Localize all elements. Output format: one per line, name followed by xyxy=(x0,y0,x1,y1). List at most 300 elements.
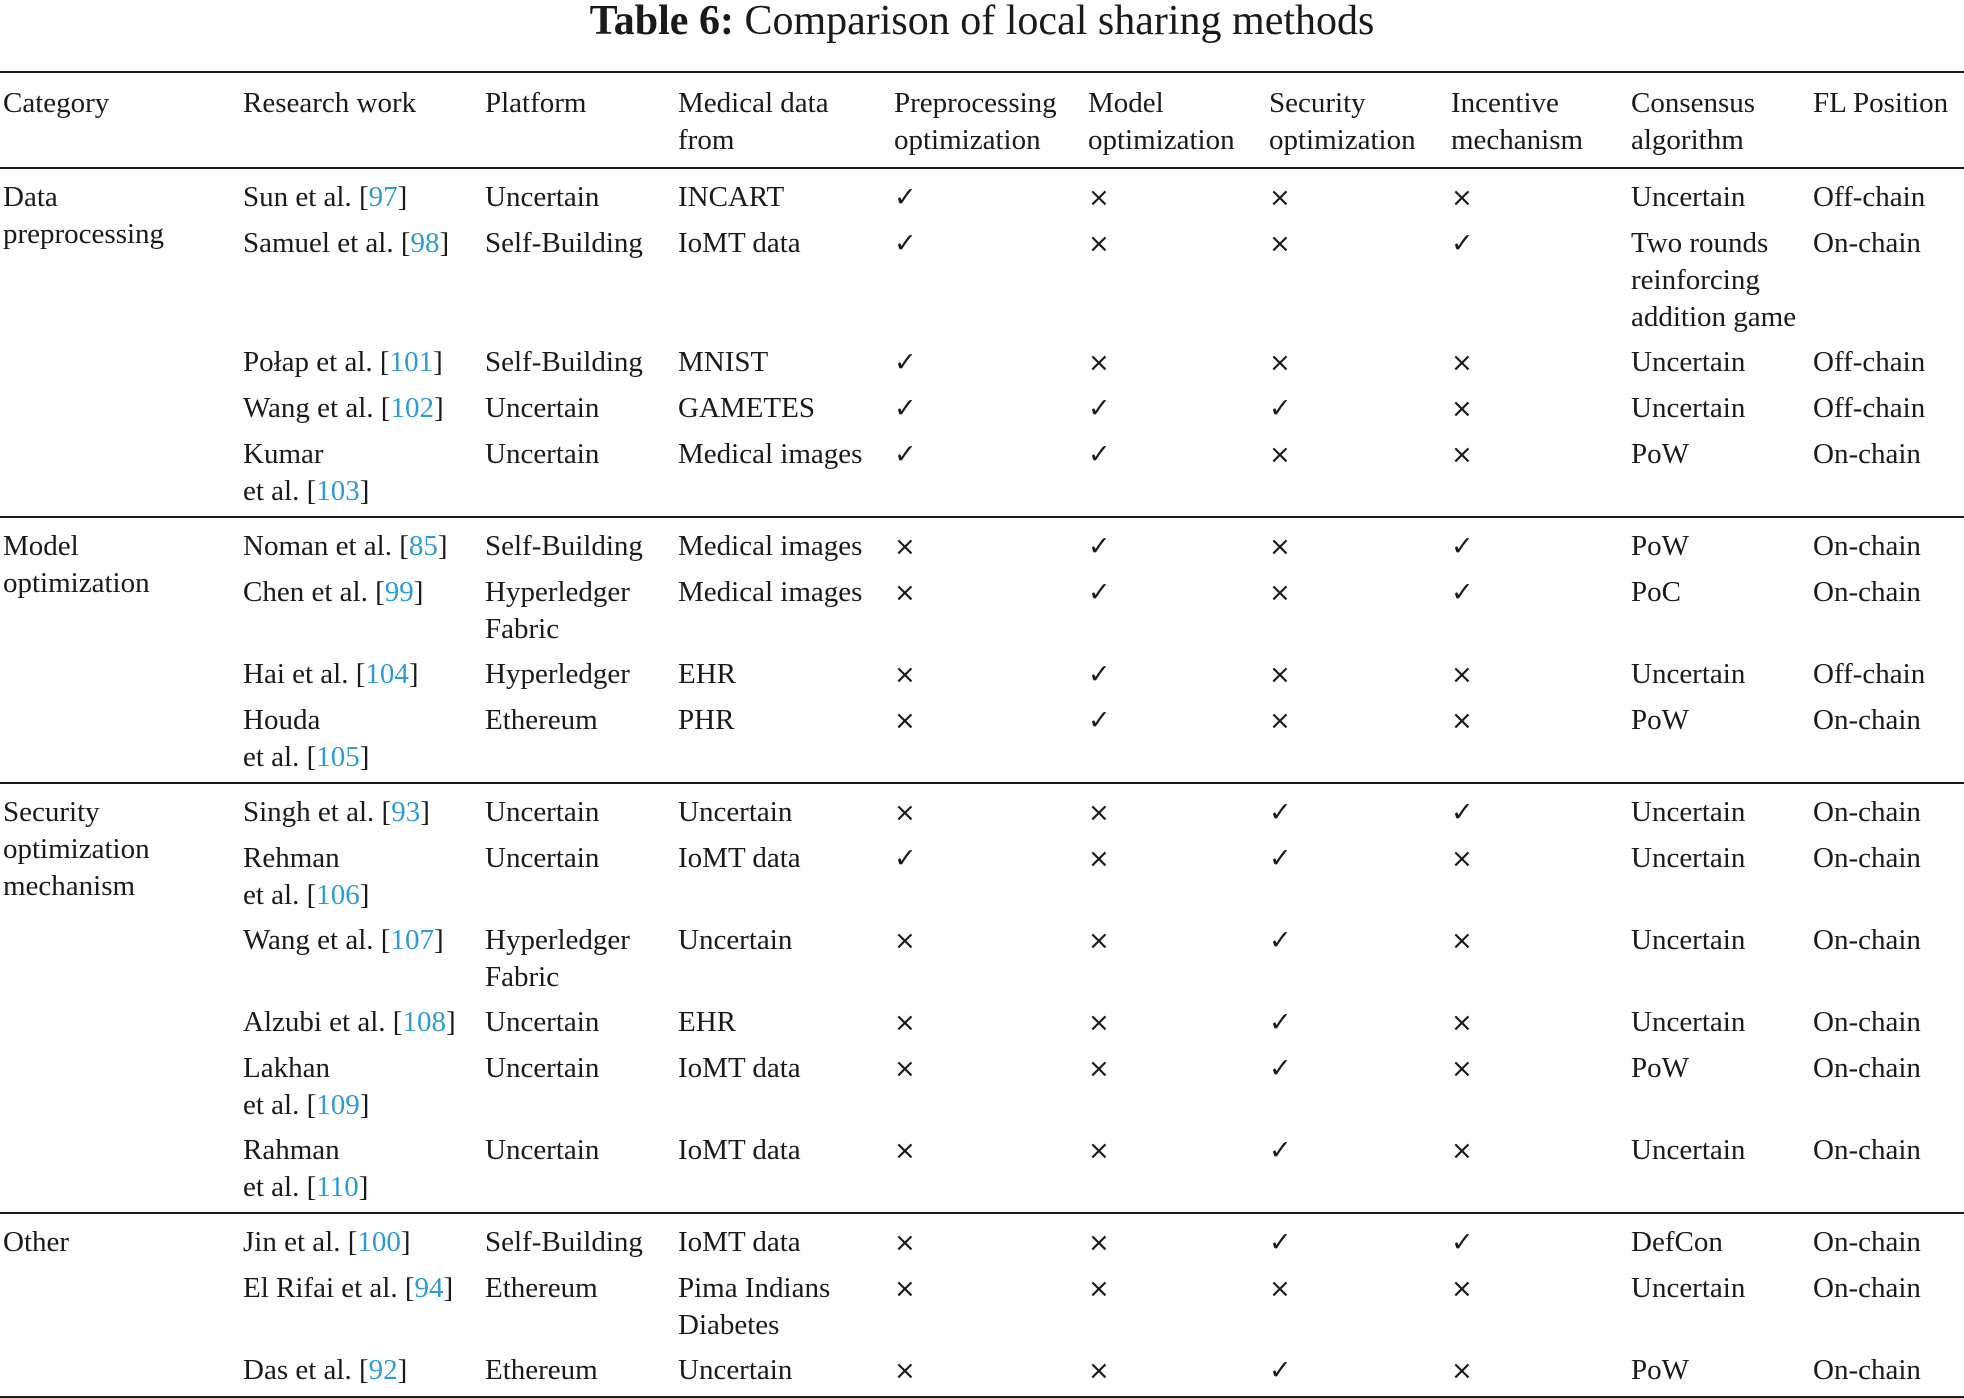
citation-bracket: ] xyxy=(359,879,370,911)
fl-position-text: On-chain xyxy=(1813,796,1921,828)
fl-position-cell xyxy=(1810,340,1964,386)
sec-cell xyxy=(1266,1348,1448,1397)
citation-link[interactable]: 93 xyxy=(391,796,421,828)
cross-icon: × xyxy=(1269,229,1291,259)
pre-cell xyxy=(891,1348,1085,1397)
platform-text: Self-Building xyxy=(485,1226,643,1258)
cross-icon: × xyxy=(1451,844,1473,874)
table-row xyxy=(0,1128,1964,1213)
platform-cell xyxy=(482,386,675,432)
consensus-text: Uncertain xyxy=(1631,181,1746,213)
author-text: Samuel et al. [ xyxy=(243,227,411,259)
research-work-cell xyxy=(240,340,482,386)
medical-data-cell xyxy=(675,1348,891,1397)
cross-icon: × xyxy=(1269,183,1291,213)
citation-link[interactable]: 100 xyxy=(357,1226,401,1258)
platform-cell xyxy=(482,918,675,1000)
model-cell xyxy=(1085,1128,1266,1213)
citation-bracket: ] xyxy=(397,1354,408,1386)
author-text: Das et al. [ xyxy=(243,1354,369,1386)
fl-position-text: On-chain xyxy=(1813,1052,1921,1084)
research-work-cell xyxy=(240,517,482,570)
medical-data-text: INCART xyxy=(678,181,785,213)
author-text: Noman et al. [ xyxy=(243,530,409,562)
citation-bracket: ] xyxy=(445,1006,456,1038)
table-row xyxy=(0,340,1964,386)
inc-cell xyxy=(1448,1213,1628,1266)
cross-icon: × xyxy=(1088,1136,1110,1166)
author-text: Wang et al. [ xyxy=(243,392,391,424)
platform-text: Uncertain xyxy=(485,1134,600,1166)
platform-cell xyxy=(482,1128,675,1213)
platform-cell xyxy=(482,1213,675,1266)
inc-cell xyxy=(1448,836,1628,918)
category-label: Other xyxy=(3,1226,70,1258)
table-row xyxy=(0,652,1964,698)
consensus-text: PoW xyxy=(1631,530,1689,562)
consensus-text: Uncertain xyxy=(1631,796,1746,828)
platform-cell xyxy=(482,836,675,918)
pre-cell xyxy=(891,836,1085,918)
category-group xyxy=(0,1213,1964,1397)
cross-icon: × xyxy=(1088,1008,1110,1038)
author-text: Alzubi et al. [ xyxy=(243,1006,403,1038)
model-cell xyxy=(1085,918,1266,1000)
medical-data-text: Uncertain xyxy=(678,924,793,956)
citation-link[interactable]: 104 xyxy=(365,658,409,690)
citation-link[interactable]: 109 xyxy=(316,1089,360,1121)
research-work-cell xyxy=(240,432,482,517)
citation-link[interactable]: 97 xyxy=(368,181,398,213)
platform-cell xyxy=(482,517,675,570)
research-work-cell xyxy=(240,1128,482,1213)
citation-link[interactable]: 101 xyxy=(389,346,434,378)
inc-cell xyxy=(1448,918,1628,1000)
inc-cell xyxy=(1448,783,1628,836)
platform-text: Uncertain xyxy=(485,796,600,828)
fl-position-text: On-chain xyxy=(1813,924,1921,956)
consensus-text: Uncertain xyxy=(1631,842,1746,874)
cross-icon: × xyxy=(894,578,916,608)
platform-text: Uncertain xyxy=(485,181,600,213)
table-header xyxy=(0,72,1964,168)
fl-position-text: On-chain xyxy=(1813,227,1921,259)
fl-position-cell xyxy=(1810,432,1964,517)
consensus-text: PoW xyxy=(1631,438,1689,470)
consensus-cell xyxy=(1628,221,1810,340)
platform-text: Ethereum xyxy=(485,1272,598,1304)
inc-cell xyxy=(1448,1000,1628,1046)
model-cell xyxy=(1085,432,1266,517)
header-preprocessing: Preprocessing optimization xyxy=(894,87,1057,156)
fl-position-text: On-chain xyxy=(1813,1226,1921,1258)
fl-position-cell xyxy=(1810,783,1964,836)
checkmark-icon: ✓ xyxy=(894,347,917,378)
medical-data-text: IoMT data xyxy=(678,227,801,259)
cross-icon: × xyxy=(894,798,916,828)
cross-icon: × xyxy=(1269,578,1291,608)
inc-cell xyxy=(1448,1046,1628,1128)
research-work-cell xyxy=(240,918,482,1000)
citation-bracket: ] xyxy=(397,181,408,213)
author-text: Hai et al. [ xyxy=(243,658,366,690)
table-row xyxy=(0,1348,1964,1397)
consensus-text: addition game xyxy=(1631,301,1797,333)
fl-position-text: On-chain xyxy=(1813,1272,1921,1304)
medical-data-cell xyxy=(675,918,891,1000)
category-label: mechanism xyxy=(3,870,136,902)
citation-link[interactable]: 107 xyxy=(390,924,434,956)
pre-cell xyxy=(891,652,1085,698)
citation-bracket: ] xyxy=(359,741,370,773)
author-text: et al. [ xyxy=(243,879,317,911)
author-text: El Rifai et al. [ xyxy=(243,1272,415,1304)
fl-position-cell xyxy=(1810,918,1964,1000)
citation-link[interactable]: 94 xyxy=(414,1272,444,1304)
citation-link[interactable]: 99 xyxy=(384,576,414,608)
pre-cell xyxy=(891,386,1085,432)
sec-cell xyxy=(1266,1000,1448,1046)
medical-data-text: IoMT data xyxy=(678,1052,801,1084)
platform-text: Uncertain xyxy=(485,842,600,874)
header-security: Security optimization xyxy=(1269,87,1416,156)
medical-data-text: IoMT data xyxy=(678,1134,801,1166)
checkmark-icon: ✓ xyxy=(1269,1355,1292,1386)
sec-cell xyxy=(1266,432,1448,517)
model-cell xyxy=(1085,652,1266,698)
sec-cell xyxy=(1266,221,1448,340)
medical-data-cell xyxy=(675,1128,891,1213)
fl-position-text: On-chain xyxy=(1813,530,1921,562)
citation-link[interactable]: 102 xyxy=(390,392,434,424)
fl-position-cell xyxy=(1810,517,1964,570)
model-cell xyxy=(1085,340,1266,386)
table-row xyxy=(0,918,1964,1000)
cross-icon: × xyxy=(894,1356,916,1386)
fl-position-cell xyxy=(1810,698,1964,783)
citation-link[interactable]: 108 xyxy=(402,1006,446,1038)
checkmark-icon: ✓ xyxy=(894,439,917,470)
cross-icon: × xyxy=(1088,1356,1110,1386)
fl-position-text: On-chain xyxy=(1813,1134,1921,1166)
platform-cell xyxy=(482,1000,675,1046)
table-title: Comparison of local sharing methods xyxy=(744,0,1375,44)
research-work-cell xyxy=(240,836,482,918)
medical-data-text: Medical images xyxy=(678,530,863,562)
checkmark-icon: ✓ xyxy=(894,182,917,213)
medical-data-text: Pima Indians xyxy=(678,1272,831,1304)
checkmark-icon: ✓ xyxy=(1088,659,1111,690)
medical-data-cell xyxy=(675,340,891,386)
header-consensus: Consensus algorithm xyxy=(1631,87,1756,156)
author-text: et al. [ xyxy=(243,741,317,773)
cross-icon: × xyxy=(1269,348,1291,378)
medical-data-cell xyxy=(675,652,891,698)
consensus-text: Uncertain xyxy=(1631,924,1746,956)
citation-bracket: ] xyxy=(408,658,419,690)
citation-bracket: ] xyxy=(413,576,424,608)
platform-cell xyxy=(482,340,675,386)
pre-cell xyxy=(891,1046,1085,1128)
category-label: preprocessing xyxy=(3,218,165,250)
sec-cell xyxy=(1266,1046,1448,1128)
header-medical-data: Medical data from xyxy=(678,87,829,156)
cross-icon: × xyxy=(1451,1008,1473,1038)
checkmark-icon: ✓ xyxy=(1269,797,1292,828)
checkmark-icon: ✓ xyxy=(1269,843,1292,874)
table-row xyxy=(0,1000,1964,1046)
cross-icon: × xyxy=(1088,183,1110,213)
model-cell xyxy=(1085,1213,1266,1266)
citation-bracket: ] xyxy=(433,346,443,378)
model-cell xyxy=(1085,698,1266,783)
medical-data-cell xyxy=(675,517,891,570)
consensus-cell xyxy=(1628,1046,1810,1128)
table-row xyxy=(0,1046,1964,1128)
citation-link[interactable]: 106 xyxy=(316,879,360,911)
cross-icon: × xyxy=(1451,1054,1473,1084)
medical-data-text: Medical images xyxy=(678,438,863,470)
table-row xyxy=(0,698,1964,783)
cross-icon: × xyxy=(1088,798,1110,828)
model-cell xyxy=(1085,168,1266,221)
medical-data-text: GAMETES xyxy=(678,392,815,424)
platform-text: Uncertain xyxy=(485,1006,600,1038)
table-row xyxy=(0,1213,1964,1266)
medical-data-text: IoMT data xyxy=(678,1226,801,1258)
cross-icon: × xyxy=(1269,1274,1291,1304)
sec-cell xyxy=(1266,517,1448,570)
inc-cell xyxy=(1448,1128,1628,1213)
consensus-cell xyxy=(1628,1348,1810,1397)
comparison-table xyxy=(0,71,1964,1398)
inc-cell xyxy=(1448,1348,1628,1397)
citation-bracket: ] xyxy=(359,1089,370,1121)
cross-icon: × xyxy=(894,660,916,690)
platform-text: Hyperledger xyxy=(485,576,630,608)
consensus-cell xyxy=(1628,652,1810,698)
medical-data-cell xyxy=(675,1213,891,1266)
consensus-cell xyxy=(1628,1000,1810,1046)
category-cell xyxy=(0,168,240,517)
citation-link[interactable]: 105 xyxy=(316,741,360,773)
platform-text: Fabric xyxy=(485,961,560,993)
research-work-cell xyxy=(240,386,482,432)
inc-cell xyxy=(1448,221,1628,340)
platform-text: Uncertain xyxy=(485,1052,600,1084)
cross-icon: × xyxy=(1451,1356,1473,1386)
model-cell xyxy=(1085,386,1266,432)
consensus-cell xyxy=(1628,836,1810,918)
author-text: Singh et al. [ xyxy=(243,796,392,828)
cross-icon: × xyxy=(1451,394,1473,424)
fl-position-cell xyxy=(1810,570,1964,652)
checkmark-icon: ✓ xyxy=(1269,1227,1292,1258)
inc-cell xyxy=(1448,168,1628,221)
citation-bracket: ] xyxy=(420,796,430,828)
fl-position-text: Off-chain xyxy=(1813,181,1926,213)
pre-cell xyxy=(891,1128,1085,1213)
cross-icon: × xyxy=(1451,348,1473,378)
platform-cell xyxy=(482,1046,675,1128)
research-work-cell xyxy=(240,1266,482,1348)
platform-cell xyxy=(482,432,675,517)
consensus-cell xyxy=(1628,1128,1810,1213)
medical-data-text: PHR xyxy=(678,704,735,736)
citation-bracket: ] xyxy=(443,1272,454,1304)
table-caption xyxy=(0,0,1964,62)
consensus-text: PoW xyxy=(1631,704,1689,736)
sec-cell xyxy=(1266,340,1448,386)
cross-icon: × xyxy=(1269,706,1291,736)
consensus-text: Uncertain xyxy=(1631,1134,1746,1166)
cross-icon: × xyxy=(894,1054,916,1084)
header-row xyxy=(0,72,1964,168)
checkmark-icon: ✓ xyxy=(1451,228,1474,259)
model-cell xyxy=(1085,836,1266,918)
fl-position-text: On-chain xyxy=(1813,704,1921,736)
platform-cell xyxy=(482,168,675,221)
pre-cell xyxy=(891,432,1085,517)
research-work-cell xyxy=(240,698,482,783)
cross-icon: × xyxy=(1451,660,1473,690)
citation-link[interactable]: 110 xyxy=(316,1171,359,1203)
author-text: Wang et al. [ xyxy=(243,924,391,956)
sec-cell xyxy=(1266,652,1448,698)
author-text: Lakhan xyxy=(243,1052,330,1084)
medical-data-cell xyxy=(675,432,891,517)
consensus-text: Uncertain xyxy=(1631,658,1746,690)
consensus-text: Uncertain xyxy=(1631,346,1746,378)
table-row xyxy=(0,1266,1964,1348)
fl-position-cell xyxy=(1810,1348,1964,1397)
table-row xyxy=(0,517,1964,570)
research-work-cell xyxy=(240,1000,482,1046)
consensus-cell xyxy=(1628,1213,1810,1266)
medical-data-text: Uncertain xyxy=(678,1354,793,1386)
inc-cell xyxy=(1448,570,1628,652)
author-text: et al. [ xyxy=(243,475,317,507)
fl-position-cell xyxy=(1810,221,1964,340)
model-cell xyxy=(1085,1046,1266,1128)
header-platform: Platform xyxy=(485,87,587,119)
author-text: et al. [ xyxy=(243,1089,317,1121)
citation-link[interactable]: 103 xyxy=(316,475,360,507)
citation-link[interactable]: 98 xyxy=(410,227,440,259)
author-text: Chen et al. [ xyxy=(243,576,385,608)
medical-data-cell xyxy=(675,1000,891,1046)
medical-data-text: Uncertain xyxy=(678,796,793,828)
category-group xyxy=(0,783,1964,1213)
sec-cell xyxy=(1266,1213,1448,1266)
cross-icon: × xyxy=(1269,532,1291,562)
pre-cell xyxy=(891,517,1085,570)
research-work-cell xyxy=(240,221,482,340)
sec-cell xyxy=(1266,836,1448,918)
platform-cell xyxy=(482,783,675,836)
consensus-text: reinforcing xyxy=(1631,264,1760,296)
fl-position-text: On-chain xyxy=(1813,1354,1921,1386)
platform-cell xyxy=(482,1348,675,1397)
consensus-cell xyxy=(1628,168,1810,221)
cross-icon: × xyxy=(1088,1274,1110,1304)
platform-text: Ethereum xyxy=(485,1354,598,1386)
fl-position-text: Off-chain xyxy=(1813,658,1926,690)
category-cell xyxy=(0,1213,240,1397)
fl-position-cell xyxy=(1810,1046,1964,1128)
header-incentive: Incentive mechanism xyxy=(1451,87,1584,156)
inc-cell xyxy=(1448,698,1628,783)
cross-icon: × xyxy=(1451,1274,1473,1304)
pre-cell xyxy=(891,918,1085,1000)
citation-bracket: ] xyxy=(439,227,450,259)
sec-cell xyxy=(1266,570,1448,652)
cross-icon: × xyxy=(1269,440,1291,470)
citation-bracket: ] xyxy=(400,1226,411,1258)
citation-link[interactable]: 85 xyxy=(408,530,438,562)
medical-data-cell xyxy=(675,570,891,652)
model-cell xyxy=(1085,783,1266,836)
checkmark-icon: ✓ xyxy=(1088,439,1111,470)
fl-position-text: Off-chain xyxy=(1813,392,1926,424)
author-text: et al. [ xyxy=(243,1171,317,1203)
consensus-cell xyxy=(1628,432,1810,517)
author-text: Jin et al. [ xyxy=(243,1226,358,1258)
medical-data-cell xyxy=(675,783,891,836)
header-model: Model optimization xyxy=(1088,87,1235,156)
medical-data-text: EHR xyxy=(678,1006,736,1038)
medical-data-cell xyxy=(675,168,891,221)
citation-link[interactable]: 92 xyxy=(368,1354,398,1386)
pre-cell xyxy=(891,698,1085,783)
checkmark-icon: ✓ xyxy=(1269,1135,1292,1166)
pre-cell xyxy=(891,1000,1085,1046)
checkmark-icon: ✓ xyxy=(1451,1227,1474,1258)
sec-cell xyxy=(1266,1128,1448,1213)
consensus-text: Two rounds xyxy=(1631,227,1769,259)
platform-cell xyxy=(482,698,675,783)
research-work-cell xyxy=(240,1046,482,1128)
checkmark-icon: ✓ xyxy=(1088,705,1111,736)
consensus-cell xyxy=(1628,1266,1810,1348)
fl-position-cell xyxy=(1810,1128,1964,1213)
platform-text: Ethereum xyxy=(485,704,598,736)
checkmark-icon: ✓ xyxy=(1451,797,1474,828)
platform-text: Fabric xyxy=(485,613,560,645)
pre-cell xyxy=(891,783,1085,836)
category-cell xyxy=(0,517,240,783)
research-work-cell xyxy=(240,1213,482,1266)
table-row xyxy=(0,836,1964,918)
consensus-cell xyxy=(1628,386,1810,432)
cross-icon: × xyxy=(1451,706,1473,736)
checkmark-icon: ✓ xyxy=(894,843,917,874)
sec-cell xyxy=(1266,918,1448,1000)
consensus-text: Uncertain xyxy=(1631,1006,1746,1038)
medical-data-text: Medical images xyxy=(678,576,863,608)
consensus-cell xyxy=(1628,570,1810,652)
model-cell xyxy=(1085,1348,1266,1397)
medical-data-cell xyxy=(675,1046,891,1128)
pre-cell xyxy=(891,221,1085,340)
category-label: optimization xyxy=(3,567,150,599)
checkmark-icon: ✓ xyxy=(1269,393,1292,424)
checkmark-icon: ✓ xyxy=(1088,577,1111,608)
checkmark-icon: ✓ xyxy=(894,228,917,259)
checkmark-icon: ✓ xyxy=(1451,531,1474,562)
fl-position-cell xyxy=(1810,652,1964,698)
category-label: Security xyxy=(3,796,100,828)
